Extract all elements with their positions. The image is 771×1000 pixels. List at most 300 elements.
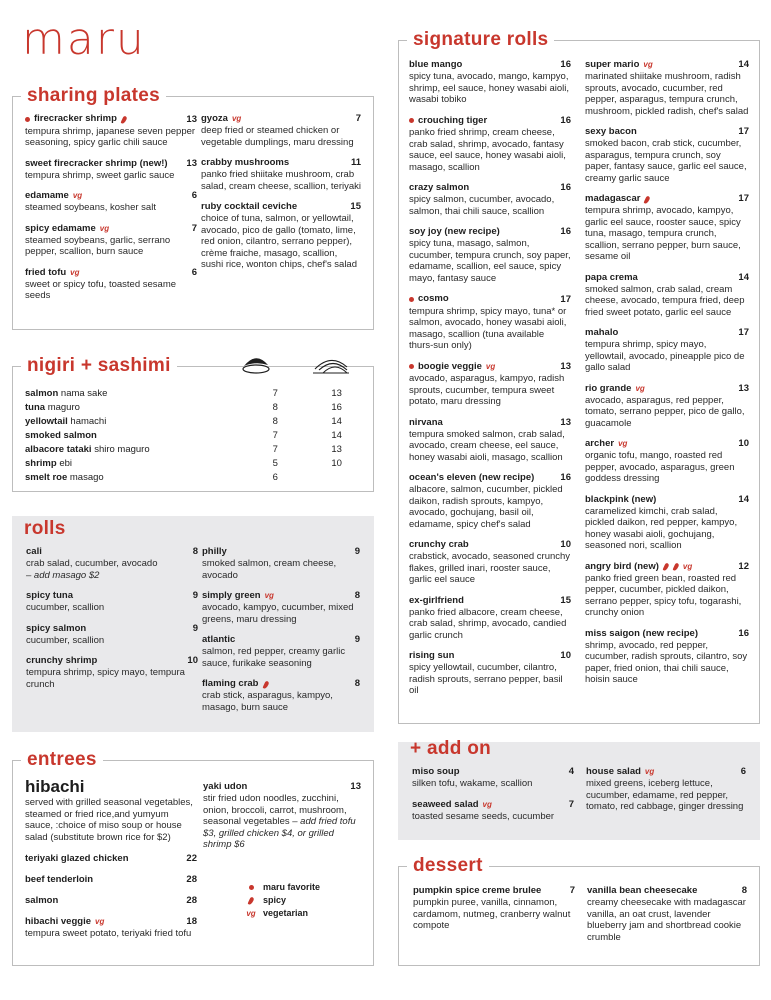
nigiri-price: 8 [272,402,278,413]
item-name: sexy bacon [585,126,637,137]
sashimi-price: 13 [331,444,342,455]
menu-item [409,59,571,106]
item-price: 10 [738,438,749,449]
menu-item [409,539,571,586]
vegetarian-badge: vg [264,591,274,600]
item-price: 16 [560,226,571,237]
legend [245,881,361,920]
item-header [585,494,749,506]
item-price: 4 [568,766,574,777]
item-description [25,279,197,302]
item-price: 10 [560,539,571,550]
sharing-plates-section [12,85,374,330]
item-description [409,662,571,697]
signature-rolls-title: signature rolls [407,29,554,51]
nigiri-price: 8 [272,416,278,427]
item-name-group [25,874,93,886]
hibachi-description: served with grilled seasonal vegetables, steamed or fried rice,and yumyum sauce, :choice of miso soup or house salad (substitute brown rice for $2) [25,797,193,843]
nigiri-price: 7 [272,444,278,455]
menu-item [409,361,571,408]
item-header [585,438,749,450]
item-header [409,115,571,128]
item-description [585,205,749,263]
item-price: 8 [192,546,198,557]
item-description [586,778,746,813]
menu-item [201,201,361,271]
menu-item [585,193,749,263]
item-description [203,793,361,851]
item-price: 14 [738,59,749,70]
item-name: edamame [25,190,69,201]
nigiri-name-cell [25,387,242,401]
item-header [409,59,571,71]
vegetarian-badge: vg [72,191,83,200]
menu-item [202,634,360,669]
favorite-dot-icon [25,117,30,122]
dessert-left-column [413,885,575,941]
item-header [585,561,749,573]
vegetarian-badge: vg [95,917,105,926]
item-name-group [585,438,627,450]
item-name: fried tofu [25,266,67,278]
item-name-group [25,113,127,125]
item-header [25,853,197,865]
menu-item [26,546,198,581]
item-name: crazy salmon [409,182,470,193]
item-price: 14 [738,493,749,505]
item-name-group [201,113,241,125]
item-desc-text: organic tofu, mango, roasted red pepper, avocado, asparagus, green goddess dressing [585,450,735,484]
item-name-group [409,539,469,551]
menu-item [26,655,198,690]
item-header [409,472,571,484]
item-header [409,539,571,551]
item-price: 13 [560,361,571,372]
menu-item [25,853,197,865]
item-header [412,766,574,778]
item-description [409,551,571,586]
udon-note: – add fried tofu $3, grilled chicken $4, or grilled shrimp $6 [203,816,356,850]
item-header [202,546,360,558]
item-description [25,235,197,258]
item-desc-text: caramelized kimchi, crab salad, pickled daikon, red pepper, kampyo, honey wasabi aioli, gochujang, seasoned nori, scallion [585,505,738,551]
sashimi-price: 16 [331,402,342,413]
menu-item [202,678,360,713]
nigiri-sashimi-title: nigiri + sashimi [21,355,177,377]
item-description [409,238,571,284]
item-name-group [409,115,487,127]
item-desc-text: smoked salmon, crab salad, cream cheese, avocado, tempura fried, deep fried sweet potato, garlic eel sauce [585,283,745,318]
item-description [202,646,360,669]
item-header [409,650,571,662]
item-description [409,127,571,173]
item-header [585,59,749,71]
item-price: 28 [186,874,197,885]
item-desc-text: smoked bacon, crab stick, cucumber, asparagus, tempura crunch, soy paper, fantasy sauce, garlic eel sauce, creamy garlic sauce [585,138,747,184]
menu-item [409,650,571,697]
nigiri-sashimi-section [12,355,374,492]
item-name: firecracker shrimp [34,113,117,124]
item-description [413,897,575,932]
item-header [202,590,360,602]
item-name-group [25,895,58,907]
item-name: hibachi veggie [25,916,91,927]
item-name-group [585,383,645,395]
item-header [25,874,197,886]
menu-item [585,494,749,552]
item-name: crunchy shrimp [26,655,98,666]
item-price: 16 [560,182,571,193]
item-desc-text: tempura shrimp, spicy mayo, tuna* or salmon, avocado, honey wasabi aioli, masago, scallion (tuna available thurs-sun only) [409,305,567,351]
item-name-group [202,634,235,646]
item-description [202,690,360,713]
item-desc-text: spicy yellowtail, cucumber, cilantro, radish sprouts, serrano pepper, basil oil [409,662,563,696]
sharing-right-column [201,113,361,280]
item-price: 15 [560,594,571,606]
item-name: seaweed salad [412,798,479,810]
item-name-group [585,59,653,71]
menu-item [409,417,571,464]
item-desc-text: pumpkin puree, vanilla, cinnamon, cardamom, nutmeg, cranberry walnut compote [413,897,571,931]
item-price: 13 [186,113,197,125]
item-header [25,223,197,235]
item-desc-text: spicy salmon, cucumber, avocado, salmon, thai chili sauce, scallion [409,194,555,217]
item-name-group [412,799,492,811]
item-description [409,429,571,464]
item-description [201,169,361,192]
item-description [585,506,749,552]
favorite-dot-icon [409,364,414,369]
nigiri-name: albacore tataki [25,444,92,455]
nigiri-row [25,471,365,485]
item-header [409,226,571,238]
item-name-group [585,561,692,573]
item-desc-text: crab salad, cucumber, avocado [26,558,158,569]
item-desc-text: spicy tuna, avocado, mango, kampyo, shrimp, eel sauce, honey wasabi aioli, wasabi tobiko [409,71,570,105]
rolls-title: rolls [24,518,66,539]
item-desc-text: albacore, salmon, cucumber, pickled daikon, radish sprouts, kampyo, avocado, gochujang, basil oil, edamame, spicy chef's salad [409,484,563,530]
item-desc-text: steamed soybeans, kosher salt [25,202,156,213]
nigiri-price: 5 [272,458,278,469]
menu-item [25,113,197,149]
sashimi-price: 14 [331,416,342,427]
nigiri-row [25,401,365,415]
nigiri-name-cell [25,443,242,457]
item-name-group [585,126,637,138]
item-header [26,590,198,602]
item-desc-text: mixed greens, iceberg lettuce, cucumber, edamame, red pepper, tomato, red cabbage, ginger dressing [586,778,744,812]
item-price: 16 [560,59,571,70]
entrees-right-column [203,781,361,920]
item-name: rio grande [585,382,632,394]
item-header [587,885,747,897]
nigiri-row [25,387,365,401]
item-name-group [587,885,697,897]
dessert-title: dessert [407,855,489,877]
legend-label: vegetarian [263,907,309,918]
item-name: beef tenderloin [25,874,94,885]
item-description [585,138,749,184]
item-description [25,928,197,940]
add-on-left-column [412,766,574,831]
menu-item [585,126,749,184]
item-price: 6 [191,266,197,278]
nigiri-name: salmon [25,388,59,399]
item-name: soy joy (new recipe) [409,226,500,237]
item-desc-text: sweet or spicy tofu, toasted sesame seeds [25,278,177,301]
add-on-right-column [586,766,746,822]
item-description [409,194,571,217]
item-desc-text: tempura shrimp, japanese seven pepper seasoning, spicy garlic chili sauce [25,125,196,148]
item-name: blue mango [409,59,463,70]
menu-item [412,766,574,790]
item-name: teriyaki glazed chicken [25,853,129,864]
item-price: 16 [560,472,571,483]
item-name-group [26,623,86,635]
menu-item [409,293,571,352]
item-desc-text: cucumber, scallion [26,634,105,646]
item-desc-text: spicy tuna, masago, salmon, cucumber, tempura crunch, soy paper, edamame, scallion, eel sauce, spicy mayo, fantasy sauce [409,238,571,284]
menu-item [25,874,197,886]
sashimi-price: 10 [331,458,342,469]
item-price: 7 [355,113,361,124]
item-description [409,71,571,106]
item-header [201,201,361,213]
item-header [26,623,198,635]
item-name-group [25,158,168,170]
item-name-group [201,201,297,213]
item-description [409,306,571,352]
item-description [26,558,198,581]
item-desc-text: avocado, kampyo, cucumber, mixed greens, maru dressing [202,602,354,625]
item-desc-text: panko fried green bean, roasted red pepper, cucumber, pickled daikon, serrano pepper, spicy tofu, togarashi, crunchy onion [585,572,742,618]
item-name: archer [585,438,615,449]
item-name: miso soup [412,766,460,777]
item-price: 22 [186,853,197,864]
item-desc-text: panko fried shrimp, cream cheese, crab salad, shrimp, avocado, fantasy sauce, eel sauce, honey wasabi aioli, masago, scallion [409,127,566,173]
vegetarian-badge: vg [643,60,653,69]
item-name-group [585,193,650,205]
item-price: 7 [191,222,197,234]
item-name-group [413,885,541,897]
item-price: 12 [738,560,749,572]
vegetarian-badge: vg [231,114,242,123]
item-desc-text: tempura shrimp, spicy mayo, yellowtail, avocado, pineapple pico de gallo salad [585,339,745,373]
item-description [409,373,571,408]
item-desc-text: tempura sweet potato, teriyaki fried tofu [25,928,192,939]
hibachi-title: hibachi [25,777,85,796]
item-price: 16 [560,115,571,126]
item-desc-text: creamy cheesecake with madagascar vanilla, an oat crust, lavender blueberry jam and shortbread cookie crumble [587,897,746,943]
nigiri-japanese-name: ebi [59,458,73,469]
menu-item [409,182,571,217]
menu-item [587,885,747,943]
menu-item [25,223,197,258]
item-name-group [585,272,638,284]
item-desc-text: smoked salmon, cream cheese, avocado [202,558,337,581]
menu-item [585,327,749,374]
item-name-group [409,293,449,305]
signature-rolls-section [398,29,760,724]
sharing-plates-title: sharing plates [21,85,166,107]
maru-logo: maru [22,14,146,65]
nigiri-japanese-name: hamachi [70,416,107,427]
item-name: rising sun [409,650,455,661]
vegetarian-badge: vg [682,561,693,571]
item-name-group [409,650,454,662]
nigiri-name-cell [25,415,242,429]
nigiri-name-cell [25,457,242,471]
nigiri-name-cell [25,429,242,443]
nigiri-name-cell [25,401,242,415]
item-description [585,573,749,619]
rolls-left-column [26,546,198,699]
item-header [585,327,749,339]
item-name-group [412,766,460,778]
menu-item [586,766,746,813]
item-name: papa crema [585,271,638,283]
item-description [201,213,361,271]
menu-item [585,59,749,117]
legend-row [245,894,361,907]
favorite-dot-icon [409,297,414,302]
menu-item [409,226,571,284]
item-header [413,885,575,897]
item-name-group [202,546,227,558]
vegetarian-badge: vg [644,767,655,776]
nigiri-name: tuna [25,402,46,413]
item-price: 6 [191,190,197,201]
item-header [585,272,749,284]
item-desc-text: salmon, red pepper, creamy garlic sauce, furikake seasoning [202,646,346,669]
item-note: – add masago $2 [26,569,100,581]
item-price: 9 [192,590,198,601]
item-description [585,284,749,319]
signature-left-column [409,59,571,706]
item-header [25,916,197,928]
item-name-group [202,678,269,690]
menu-item [26,623,198,647]
chili-pepper-icon [248,896,254,905]
item-header [585,126,749,138]
menu-item [585,272,749,319]
item-name-group [25,190,82,202]
menu-item [25,158,197,182]
nigiri-name: smoked salmon [25,430,97,441]
menu-item [202,590,360,625]
menu-item [202,546,360,581]
item-description [202,602,360,625]
legend-label: maru favorite [263,881,321,892]
nigiri-row [25,457,365,471]
item-price: 10 [187,655,198,666]
item-name: pumpkin spice creme brulee [413,885,542,896]
item-name: sweet firecracker shrimp (new!) [25,157,168,169]
item-desc-text: silken tofu, wakame, scallion [412,778,533,789]
item-description [585,395,749,430]
item-name: salmon [25,895,59,906]
item-price: 15 [350,201,361,212]
rolls-right-column [202,546,360,722]
item-name: flaming crab [202,678,259,689]
entrees-left-list [25,853,197,940]
chili-pepper-icon [663,562,669,571]
item-name: ruby cocktail ceviche [201,201,298,212]
item-header [25,158,197,170]
item-desc-text: avocado, asparagus, kampyo, radish sprouts, cucumber, tempura sweet potato, maru dressing [409,373,565,407]
item-desc-text: crab stick, asparagus, kampyo, masago, burn sauce [202,690,333,713]
item-name: atlantic [202,634,236,645]
menu-item [201,157,361,192]
item-name-group [26,655,97,667]
item-description [585,640,749,686]
item-price: 17 [738,126,749,137]
item-name: yaki udon [203,781,248,792]
item-description [26,635,198,647]
vegetarian-badge: vg [635,383,645,393]
item-desc-text: choice of tuna, salmon, or yellowtail, avocado, pico de gallo (tomato, lime, red onion, cilantro, serrano pepper), crème fraiche, masago, scallion, sushi rice, wonton chips, chef's salad [201,213,358,270]
menu-item [585,561,749,619]
legend-row [245,881,361,894]
item-name: crunchy crab [409,539,469,550]
item-header [409,361,571,374]
item-desc-text: tempura shrimp, spicy mayo, tempura crunch [26,667,185,690]
chili-pepper-icon [263,680,269,689]
item-name-group [25,853,129,865]
item-desc-text: marinated shiitake mushroom, radish sprouts, avocado, cucumber, red pepper, asparagus, tempura crunch, mushroom, pickled radish, chef's salad [585,71,749,117]
nigiri-row [25,415,365,429]
nigiri-japanese-name: maguro [47,402,80,413]
item-price: 10 [560,650,571,661]
nigiri-name: yellowtail [25,416,68,427]
item-name-group [409,59,462,71]
menu-item [25,895,197,907]
favorite-dot-icon [249,885,254,890]
entrees-left-column [25,777,197,949]
item-header [409,182,571,194]
item-description [25,126,197,149]
item-name: crabby mushrooms [201,157,290,168]
favorite-dot-icon [409,118,414,123]
item-name-group [409,182,469,194]
item-description [26,667,198,690]
menu-item [25,916,197,940]
legend-label: spicy [263,894,287,905]
item-header [409,293,571,306]
item-desc-text: crabstick, avocado, seasoned crunchy flakes, grilled inari, rooster sauce, garlic eel sauce [409,551,571,585]
legend-symbol [245,896,257,905]
nigiri-name: smelt roe [25,472,68,483]
entrees-section [12,749,374,966]
nigiri-list [25,387,365,485]
item-header [26,655,198,667]
menu-item [25,190,197,214]
item-name-group [201,157,289,169]
menu-item [585,383,749,430]
signature-right-column [585,59,749,695]
menu-item [409,115,571,174]
nigiri-price: 7 [272,388,278,399]
nigiri-row [25,429,365,443]
item-name-group [25,223,109,235]
menu-item [203,781,361,851]
nigiri-row [25,443,365,457]
item-name: nirvana [409,416,443,428]
item-name-group [585,327,618,339]
item-name-group [409,595,464,607]
item-name: spicy edamame [25,222,96,234]
add-on-section [398,738,760,840]
